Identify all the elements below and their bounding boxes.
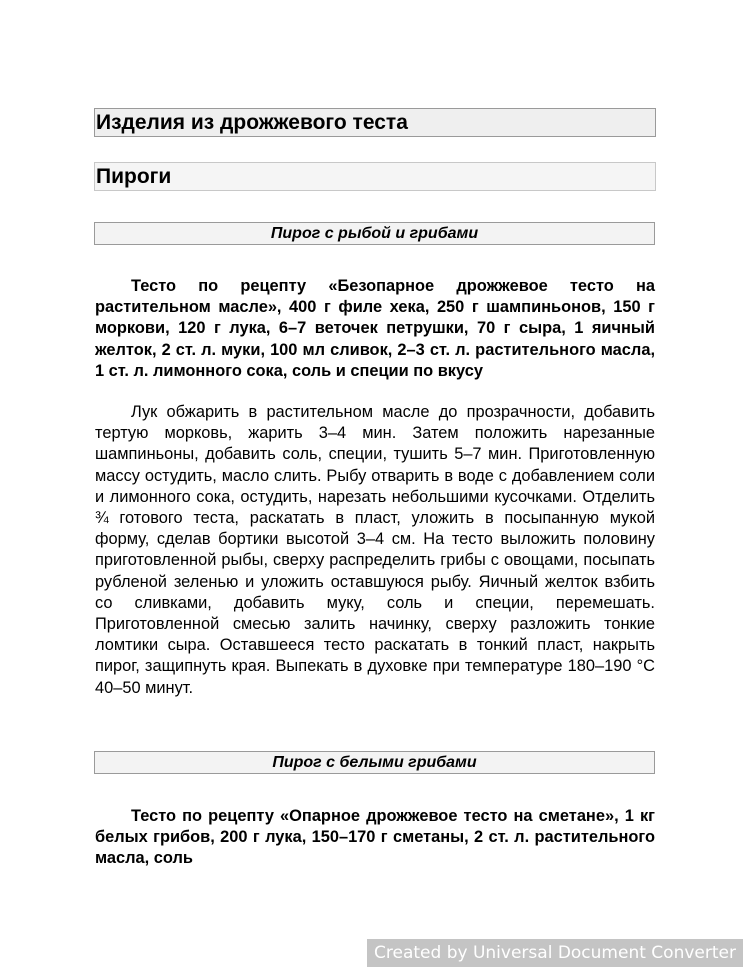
chapter-title: Изделия из дрожжевого теста (94, 108, 656, 137)
recipe-ingredients: Тесто по рецепту «Опарное дрожжевое тесто на сметане», 1 кг белых грибов, 200 г лука, 150–170 г сметаны, 2 ст. л. растительного масла, соль (95, 807, 655, 868)
watermark: Created by Universal Document Converter (367, 939, 743, 967)
recipe-ingredients: Тесто по рецепту «Безопарное дрожжевое тесто на растительном масле», 400 г филе хека, 250 г шампиньонов, 150 г моркови, 120 г лука, 6–7 веточек петрушки, 70 г сыра, 1 яичный желток, 2 ст. л. муки, 100 мл сливок, 2–3 ст. л. растительного масла, 1 ст. л. лимонного сока, соль и специи по вкусу (95, 277, 655, 380)
section-title: Пироги (94, 162, 656, 191)
recipe-title: Пирог с рыбой и грибами (94, 222, 655, 245)
recipe-title: Пирог с белыми грибами (94, 751, 655, 774)
recipe-method: Лук обжарить в растительном масле до прозрачности, добавить тертую морковь, жарить 3–4 мин. Затем положить нарезанные шампиньоны, добавить соль, специи, тушить 5–7 мин. Приготовленную массу остудить, масло слить. Рыбу отварить в воде с добавлением соли и лимонного сока, остудить, нарезать небольшими кусочками. Отделить ¾ готового теста, раскатать в пласт, уложить в посыпанную мукой форму, сделав бортики высотой 3–4 см. На тесто выложить половину приготовленной рыбы, сверху распределить грибы с овощами, посыпать рубленой зеленью и уложить оставшуюся рыбу. Яичный желток взбить со сливками, добавить муку, соль и специи, перемешать. Приготовленной смесью залить начинку, сверху разложить тонкие ломтики сыра. Оставшееся тесто раскатать в тонкий пласт, накрыть пирог, защипнуть края. Выпекать в духовке при температуре 180–190 °С 40–50 минут. (95, 403, 655, 697)
